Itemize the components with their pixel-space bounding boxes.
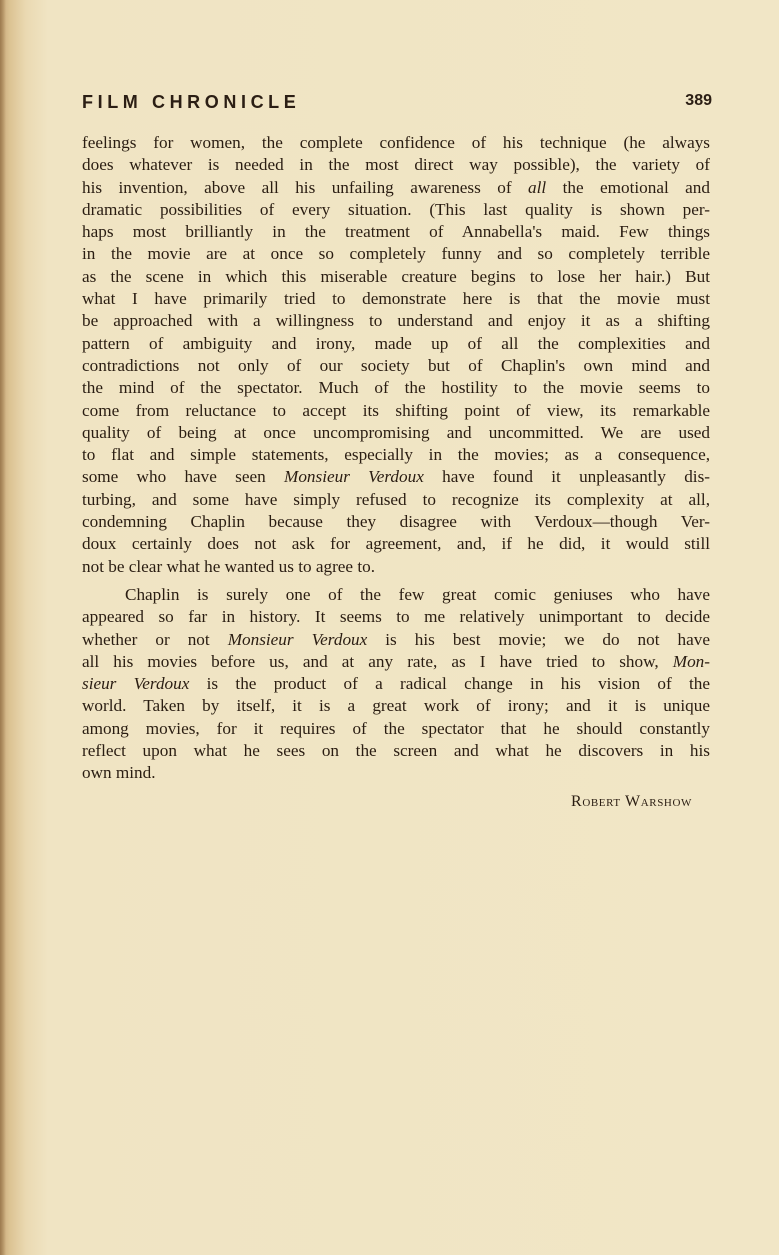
text-line: what I have primarily tried to demonstrate here is that the movie must <box>82 289 710 309</box>
text-line: contradictions not only of our society but of Chaplin's own mind and <box>82 355 710 375</box>
text-line: not be clear what he wanted us to agree to. <box>82 556 376 576</box>
body-text <box>82 132 710 785</box>
text-line: pattern of ambiguity and irony, made up of all the complexities and <box>82 333 710 353</box>
text-line: be approached with a willingness to understand and enjoy it as a shifting <box>82 311 710 331</box>
page-number: 389 <box>685 92 712 109</box>
text-line: condemning Chaplin because they disagree with Verdoux—though Ver- <box>82 512 710 532</box>
text-line: among movies, for it requires of the spectator that he should constantly <box>82 718 710 738</box>
text-line: reflect upon what he sees on the screen and what he discovers in his <box>82 741 710 761</box>
text-line: world. Taken by itself, it is a great work of irony; and it is unique <box>82 696 710 716</box>
text-line: dramatic possibilities of every situation. (This last quality is shown per- <box>82 199 710 219</box>
running-title: FILM CHRONICLE <box>82 92 301 112</box>
text-line: turbing, and some have simply refused to recognize its complexity at all, <box>82 489 710 509</box>
text-line: his invention, above all his unfailing awareness of all the emotional and <box>82 177 710 197</box>
text-line: does whatever is needed in the most direct way possible), the variety of <box>82 155 710 175</box>
paragraph-1 <box>82 132 710 578</box>
running-head <box>82 92 712 118</box>
text-line: the mind of the spectator. Much of the hostility to the movie seems to <box>82 378 710 398</box>
text-line: feelings for women, the complete confidence of his technique (he always <box>82 133 710 152</box>
text-line: as the scene in which this miserable creature begins to lose her hair.) But <box>82 266 710 286</box>
text-line: whether or not Monsieur Verdoux is his best movie; we do not have <box>82 629 710 649</box>
paragraph-2 <box>82 584 710 785</box>
text-line: in the movie are at once so completely funny and so completely terrible <box>82 244 710 264</box>
text-line: come from reluctance to accept its shifting point of view, its remarkable <box>82 400 710 420</box>
text-line: haps most brilliantly in the treatment of Annabella's maid. Few things <box>82 222 710 242</box>
spine-shadow <box>0 0 6 1255</box>
text-line: own mind. <box>82 763 156 783</box>
text-line: quality of being at once uncompromising and uncommitted. We are used <box>82 422 710 442</box>
text-line: Chaplin is surely one of the few great comic geniuses who have <box>125 584 710 604</box>
author-signature <box>82 793 710 811</box>
text-line: some who have seen Monsieur Verdoux have found it unpleasantly dis- <box>82 467 710 487</box>
text-line: doux certainly does not ask for agreement, and, if he did, it would still <box>82 534 710 554</box>
text-line: sieur Verdoux is the product of a radical change in his vision of the <box>82 674 710 694</box>
text-line: appeared so far in history. It seems to me relatively unimportant to decide <box>82 607 710 627</box>
text-line: all his movies before us, and at any rate, as I have tried to show, Mon- <box>82 651 710 671</box>
author-name: Robert Warshow <box>571 793 692 810</box>
text-line: to flat and simple statements, especially in the movies; as a consequence, <box>82 445 710 465</box>
